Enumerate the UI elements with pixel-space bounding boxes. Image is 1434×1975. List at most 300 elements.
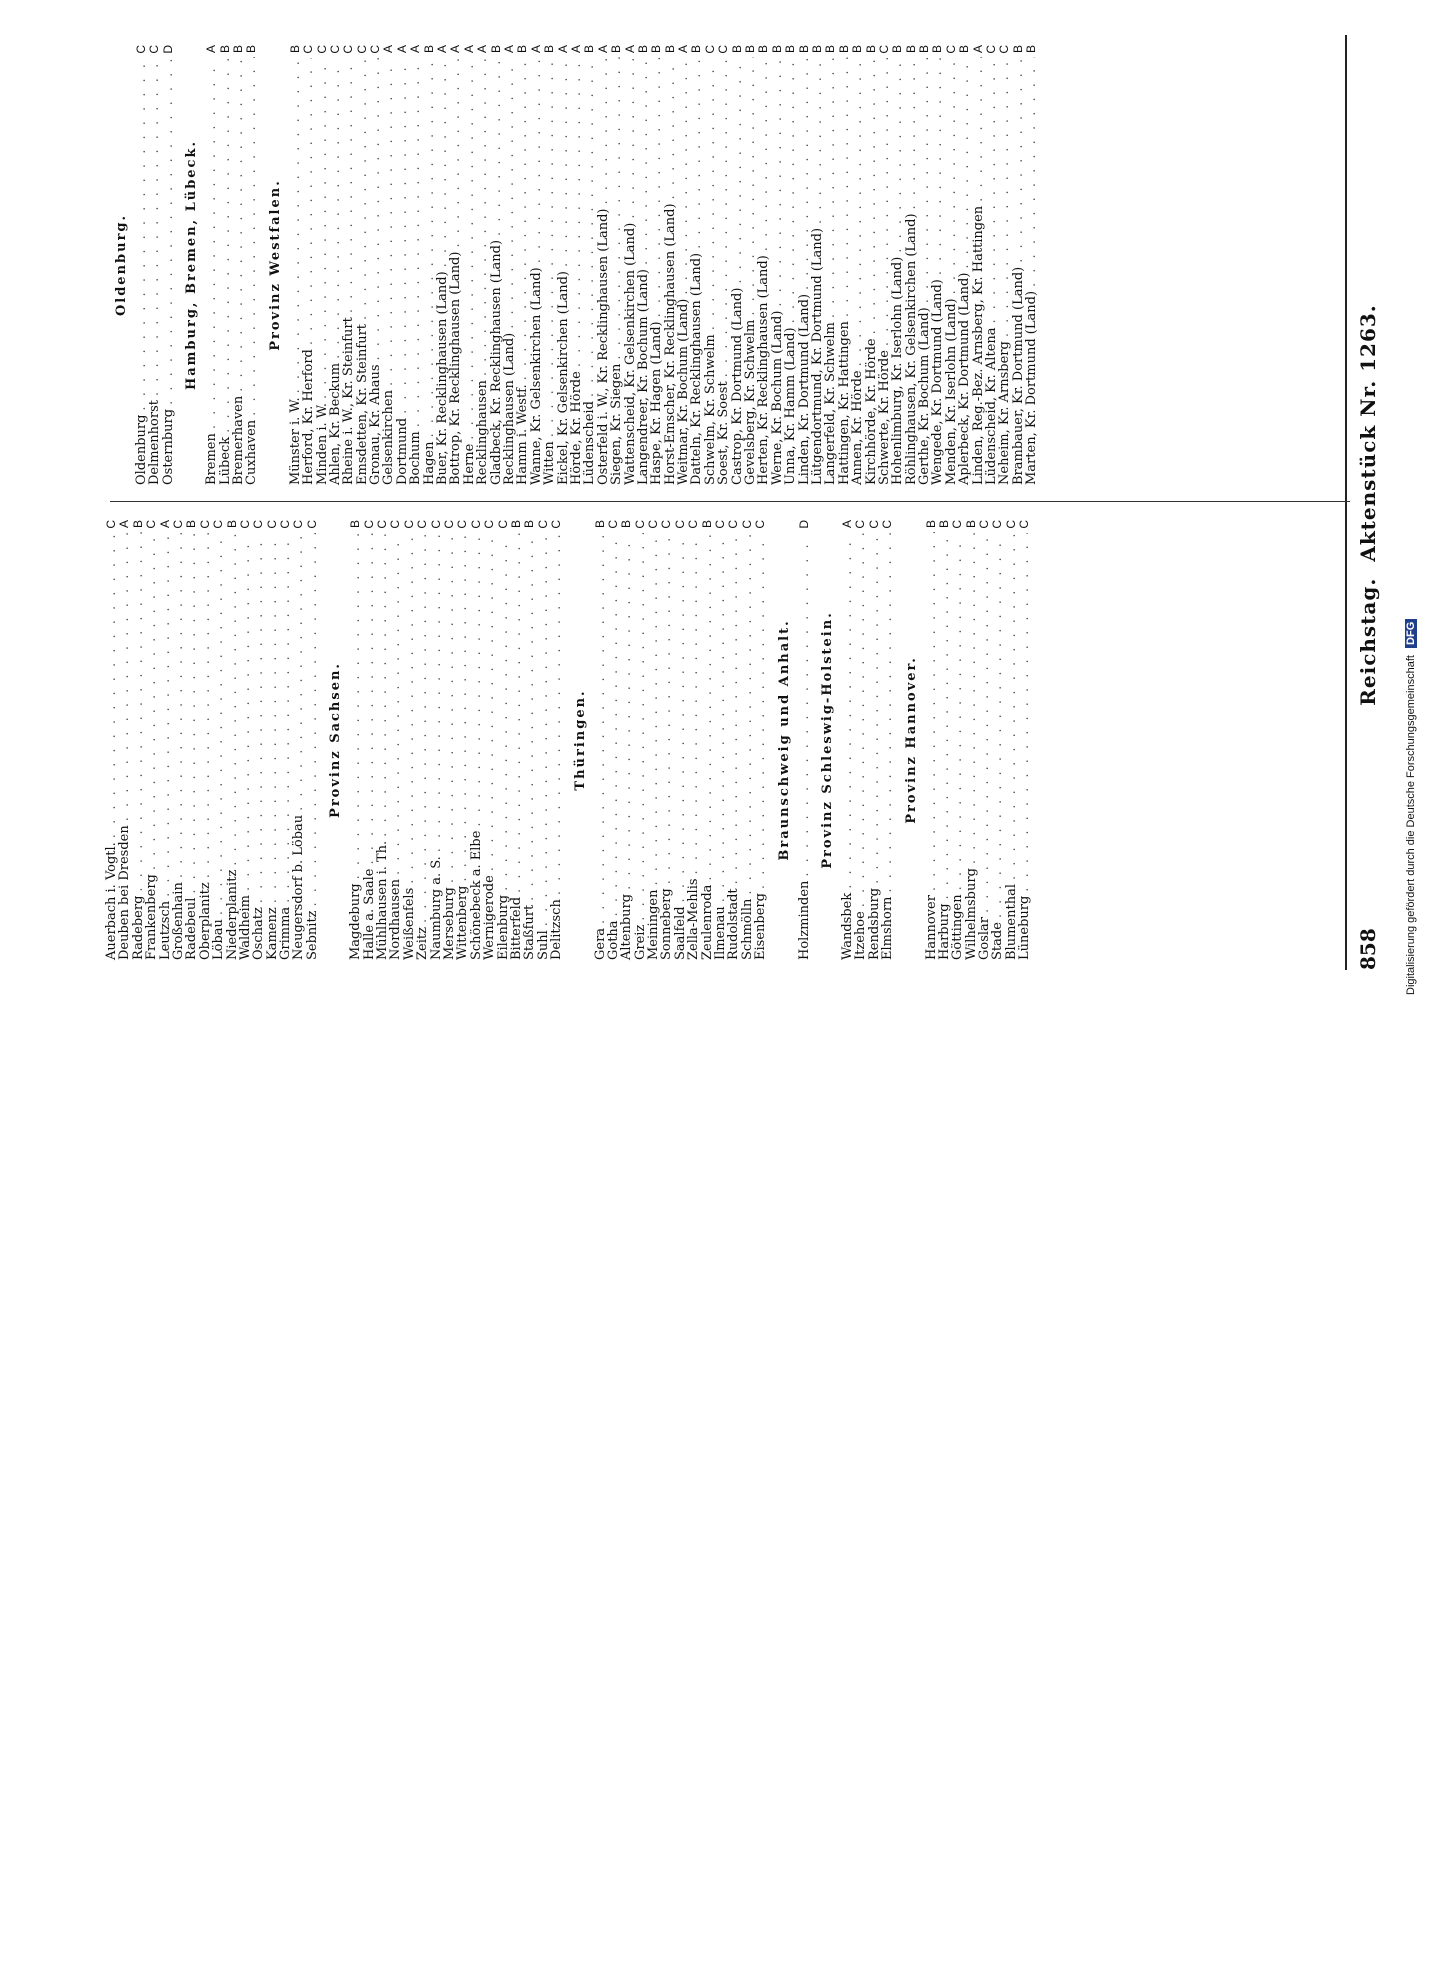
class-letter: C (853, 520, 868, 529)
place-name: Zella-Mehlis (686, 878, 702, 960)
class-letter: C (375, 520, 390, 529)
class-letter: C (950, 520, 965, 529)
leader-dots (704, 58, 717, 331)
list-item (978, 520, 991, 960)
class-letter: B (421, 45, 436, 54)
list-item (925, 520, 938, 960)
leader-dots (634, 533, 647, 921)
place-name: Buer, Kr. Recklinghausen (Land) (435, 271, 451, 485)
list-item (416, 520, 429, 960)
leader-dots (162, 58, 175, 405)
class-letter: B (1024, 45, 1039, 54)
place-name: Dortmund (394, 417, 410, 485)
list-item (687, 520, 700, 960)
list-item (701, 520, 714, 960)
leader-dots (148, 58, 161, 396)
list-item (905, 45, 918, 485)
place-name: Gotha (605, 920, 621, 960)
leader-dots (476, 57, 489, 376)
leader-dots (557, 57, 570, 267)
class-letter: B (890, 45, 905, 54)
list-item (610, 45, 623, 485)
list-item (232, 45, 245, 485)
leader-dots (664, 57, 677, 199)
place-name: Hohenlimburg, Kr. Iserlohn (Land) (890, 256, 906, 485)
place-name: Rheine i. W., Kr. Steinfurt (341, 317, 357, 485)
list-item (476, 45, 489, 485)
place-name: Magdeburg (348, 883, 364, 960)
leader-dots (537, 533, 550, 927)
leader-dots (811, 57, 824, 224)
leader-dots (610, 57, 623, 360)
class-letter: A (461, 45, 476, 54)
place-name: Recklinghausen (Land) (501, 332, 517, 485)
class-letter: A (381, 45, 396, 54)
class-letter: C (401, 520, 416, 529)
class-letter: B (689, 45, 704, 54)
place-name: Staßfurt (522, 904, 538, 960)
class-letter: B (515, 45, 530, 54)
leader-dots (490, 57, 503, 236)
place-name: Saalfeld (672, 906, 688, 960)
place-name: Wattenscheid, Kr. Gelsenkirchen (Land) (622, 222, 638, 485)
class-letter: B (522, 520, 537, 529)
place-name: Greiz (632, 924, 648, 960)
leader-dots (865, 57, 878, 334)
place-name: Herford, Kr. Herford (301, 349, 317, 485)
place-name: Wandsbek (839, 892, 855, 960)
class-letter: C (880, 520, 895, 529)
list-item (650, 45, 663, 485)
leader-dots (226, 532, 239, 866)
place-name: Schönebeck a. Elbe (468, 830, 484, 960)
class-letter: A (528, 45, 543, 54)
place-name: Lüdenscheid, Kr. Altena (984, 327, 1000, 485)
class-letter: C (144, 520, 159, 529)
leader-dots (132, 532, 145, 892)
list-item (105, 520, 118, 960)
leader-dots (594, 532, 607, 924)
list-item (690, 45, 703, 485)
class-letter: B (863, 45, 878, 54)
leader-dots (306, 533, 319, 907)
class-letter: B (508, 520, 523, 529)
place-name: Zeulenroda (699, 884, 715, 960)
class-letter: B (783, 45, 798, 54)
class-letter: C (1017, 520, 1032, 529)
leader-dots (349, 532, 362, 879)
leader-dots (607, 533, 620, 917)
list-item (252, 520, 265, 960)
class-letter: A (157, 520, 172, 529)
leader-dots (958, 57, 971, 269)
class-letter: C (482, 520, 497, 529)
section-heading: Provinz Westfalen. (267, 179, 283, 351)
list-item (389, 520, 402, 960)
class-letter: D (160, 45, 175, 54)
class-letter: C (866, 520, 881, 529)
list-item (771, 45, 784, 485)
leader-dots (784, 57, 797, 323)
list-item (918, 45, 931, 485)
place-name: Elmshorn (880, 896, 896, 960)
column-divider (110, 501, 1350, 502)
section-heading: Thüringen. (572, 689, 588, 791)
place-name: Gera (592, 927, 608, 960)
leader-dots (824, 57, 837, 318)
class-letter: C (605, 520, 620, 529)
class-letter: B (230, 45, 245, 54)
title-part: Aktenstück Nr. 1263. (1356, 304, 1380, 562)
class-letter: A (394, 45, 409, 54)
place-name: Werne, Kr. Bochum (Land) (769, 310, 785, 485)
list-item (118, 520, 131, 960)
leader-dots (972, 57, 985, 202)
class-letter: C (237, 520, 252, 529)
place-name: Recklinghausen (475, 380, 491, 485)
place-name: Gerthe, Kr. Bochum (Land) (917, 307, 933, 485)
place-name: Eisenberg (753, 893, 769, 960)
list-item (824, 45, 837, 485)
leader-dots (470, 533, 483, 827)
class-letter: A (475, 45, 490, 54)
section-heading: Provinz Sachsen. (328, 662, 344, 818)
place-name: Osterfeld i. W., Kr. Recklinghausen (Land) (595, 208, 611, 485)
class-letter: C (726, 520, 741, 529)
leader-dots (497, 533, 510, 891)
place-name: Kamenz (264, 907, 280, 960)
place-name: Oldenburg (134, 414, 149, 485)
place-name: Ahlen, Kr. Beckum (327, 362, 343, 485)
class-letter: B (796, 45, 811, 54)
footer-credit-text: Digitalisierung gefördert durch die Deutsche Forschungsgemeinschaft (1405, 655, 1417, 995)
class-letter: C (977, 520, 992, 529)
class-letter: A (568, 45, 583, 54)
list-item (530, 45, 543, 485)
class-letter: C (990, 520, 1005, 529)
footer (1405, 621, 1425, 1975)
class-letter: B (488, 45, 503, 54)
leader-dots (714, 533, 727, 903)
list-item (1025, 45, 1038, 485)
list-item (594, 520, 607, 960)
place-name: Castrop, Kr. Dortmund (Land) (729, 287, 745, 485)
leader-dots (316, 58, 329, 399)
list-item (664, 45, 677, 485)
class-letter: C (354, 45, 369, 54)
place-name: Weißenfels (401, 887, 417, 960)
class-letter: B (348, 520, 363, 529)
list-item (704, 45, 717, 485)
place-name: Bottrop, Kr. Recklinghausen (Land) (448, 251, 464, 485)
leader-dots (403, 533, 416, 884)
place-name: Stade (990, 922, 1006, 960)
leader-dots (1025, 57, 1038, 287)
class-letter: C (428, 520, 443, 529)
list-item (674, 520, 687, 960)
class-letter: C (368, 45, 383, 54)
list-item (798, 45, 811, 485)
leader-dots (329, 58, 342, 359)
leader-dots (754, 533, 767, 889)
place-name: Wilhelmsburg (963, 868, 979, 960)
place-name: Delitzsch (549, 899, 565, 960)
list-item (162, 45, 175, 485)
list-item (878, 45, 891, 485)
place-name: Schwerte, Kr. Hörde (876, 350, 892, 485)
place-name: Rudolstadt (726, 888, 742, 960)
place-name: Harburg (936, 903, 952, 960)
place-name: Oschatz (251, 907, 267, 960)
place-name: Eilenburg (495, 894, 511, 960)
list-item (965, 520, 978, 960)
list-item (660, 520, 673, 960)
class-letter: A (839, 520, 854, 529)
leader-dots (687, 533, 700, 875)
list-item (634, 520, 647, 960)
place-name: Lüneburg (1017, 895, 1033, 960)
dfg-logo: DFG (1405, 619, 1417, 648)
list-item (316, 45, 329, 485)
place-name: Sebnitz (304, 910, 320, 960)
list-item (369, 45, 382, 485)
list-item (727, 520, 740, 960)
list-item (205, 45, 218, 485)
place-name: Löbau (211, 919, 227, 960)
place-name: Herne (461, 443, 477, 485)
list-item (744, 45, 757, 485)
place-name: Lüdenscheid (582, 401, 598, 485)
list-item (865, 45, 878, 485)
place-name: Neugersdorf b. Löbau (291, 814, 307, 960)
class-letter: A (555, 45, 570, 54)
leader-dots (905, 57, 918, 209)
leader-dots (701, 532, 714, 881)
class-letter: B (823, 45, 838, 54)
leader-dots (1018, 533, 1031, 892)
list-item (456, 520, 469, 960)
list-item (754, 520, 767, 960)
leader-dots (443, 533, 456, 884)
place-name: Langendreer, Kr. Bochum (Land) (635, 269, 651, 485)
list-item (717, 45, 730, 485)
place-name: Wernigerode (482, 875, 498, 960)
leader-dots (105, 533, 118, 839)
class-letter: C (997, 45, 1012, 54)
place-name: Zeitz (415, 927, 431, 960)
leader-dots (570, 57, 583, 367)
list-item (409, 45, 422, 485)
list-item (677, 45, 690, 485)
list-item (356, 45, 369, 485)
leader-dots (430, 533, 443, 853)
leader-dots (118, 532, 131, 821)
list-item (784, 45, 797, 485)
place-name: Brambauer, Kr. Dortmund (Land) (1010, 266, 1026, 485)
list-item (239, 520, 252, 960)
leader-dots (637, 57, 650, 265)
class-letter: A (676, 45, 691, 54)
class-letter: B (130, 520, 145, 529)
leader-dots (436, 57, 449, 267)
leader-dots (771, 57, 784, 307)
class-letter: B (699, 520, 714, 529)
class-letter: C (251, 520, 266, 529)
leader-dots (279, 533, 292, 903)
list-item (510, 520, 523, 960)
leader-dots (185, 532, 198, 894)
class-letter: C (876, 45, 891, 54)
list-item (550, 520, 563, 960)
list-item (998, 45, 1011, 485)
leader-dots (245, 57, 258, 416)
list-item (497, 520, 510, 960)
place-name: Langerfeld, Kr. Schwelm (823, 322, 839, 485)
leader-dots (660, 533, 673, 885)
place-name: Weitmar, Kr. Bochum (Land) (676, 298, 692, 485)
list-item (266, 520, 279, 960)
place-name: Hagen (421, 441, 437, 485)
class-letter: B (592, 520, 607, 529)
leader-dots (798, 533, 811, 877)
class-letter: B (957, 45, 972, 54)
place-name: Gronau, Kr. Ahaus (368, 364, 384, 485)
class-letter: A (970, 45, 985, 54)
leader-dots (868, 533, 881, 884)
class-letter: C (104, 520, 118, 529)
place-name: Wittenberg (455, 885, 471, 960)
place-name: Sonneberg (659, 888, 675, 960)
place-name: Rendsburg (866, 887, 882, 960)
place-name: Wengede, Kr. Dortmund (Land) (930, 279, 946, 485)
leader-dots (363, 533, 376, 865)
list-item (1018, 520, 1031, 960)
class-letter: C (170, 520, 185, 529)
list-item (757, 45, 770, 485)
class-letter: B (917, 45, 932, 54)
class-letter: C (327, 45, 342, 54)
page-header (1350, 40, 1390, 970)
class-letter: A (595, 45, 610, 54)
place-name: Gevelsberg, Kr. Schwelm (743, 319, 759, 485)
list-item (132, 520, 145, 960)
class-letter: C (304, 520, 319, 529)
list-item (279, 520, 292, 960)
leader-dots (396, 57, 409, 414)
class-letter: C (672, 520, 687, 529)
leader-dots (998, 58, 1011, 337)
leader-dots (854, 533, 867, 908)
place-name: Annen, Kr. Hörde (850, 370, 866, 485)
class-letter: C (441, 520, 456, 529)
list-item (731, 45, 744, 485)
list-item (449, 45, 462, 485)
place-name: Neheim, Kr. Arnsberg (997, 341, 1013, 485)
place-name: Itzehoe (853, 911, 869, 960)
list-item (647, 520, 660, 960)
class-letter: B (936, 520, 951, 529)
list-item (891, 45, 904, 485)
list-item (159, 520, 172, 960)
list-item (292, 520, 305, 960)
leader-dots (744, 57, 757, 316)
list-item (931, 45, 944, 485)
leader-dots (292, 533, 305, 811)
leader-dots (523, 532, 536, 901)
class-letter: A (622, 45, 637, 54)
class-letter: B (769, 45, 784, 54)
list-item (838, 45, 851, 485)
place-name: Unna, Kr. Hamm (Land) (783, 327, 799, 485)
class-letter: C (535, 520, 550, 529)
list-item (219, 45, 232, 485)
leader-dots (510, 532, 523, 893)
class-letter: C (753, 520, 768, 529)
place-name: Eickel, Kr. Gelsenkirchen (Land) (555, 271, 571, 485)
place-name: Göttingen (950, 894, 966, 960)
class-letter: B (582, 45, 597, 54)
leader-dots (463, 57, 476, 440)
place-name: Haspe, Kr. Hagen (Land) (649, 321, 665, 485)
class-letter: B (217, 45, 232, 54)
class-letter: B (224, 520, 239, 529)
place-name: Auerbach i. Vogtl. (104, 842, 119, 960)
list-item (306, 520, 319, 960)
place-name: Münster i. W. (287, 397, 303, 485)
leader-dots (945, 58, 958, 295)
class-letter: A (408, 45, 423, 54)
class-letter: B (542, 45, 557, 54)
leader-dots (409, 57, 422, 427)
leader-dots (172, 533, 185, 878)
leader-dots (449, 57, 462, 248)
place-name: Radebeul (184, 897, 200, 960)
leader-dots (677, 57, 690, 295)
list-item (714, 520, 727, 960)
list-item (423, 45, 436, 485)
section-heading: Provinz Hannover. (903, 656, 919, 824)
class-letter: A (204, 45, 219, 54)
class-letter: C (211, 520, 226, 529)
class-letter: B (619, 520, 634, 529)
class-letter: B (903, 45, 918, 54)
place-name: Bitterfeld (508, 896, 524, 960)
list-item (523, 520, 536, 960)
list-item (172, 520, 185, 960)
leader-dots (159, 532, 172, 897)
place-name: Schmölln (739, 898, 755, 960)
place-name: Altenburg (619, 893, 635, 960)
place-name: Meiningen (646, 889, 662, 960)
place-name: Linden, Kr. Dortmund (Land) (796, 293, 812, 485)
list-item (212, 520, 225, 960)
list-item (985, 45, 998, 485)
class-letter: B (729, 45, 744, 54)
leader-dots (302, 58, 315, 345)
place-name: Naumburg a. S. (428, 856, 444, 960)
place-name: Bremen (204, 433, 220, 485)
list-item (289, 45, 302, 485)
list-item (342, 45, 355, 485)
class-letter: C (468, 520, 483, 529)
list-item (624, 45, 637, 485)
class-letter: B (743, 45, 758, 54)
list-item (363, 520, 376, 960)
leader-dots (931, 57, 944, 275)
class-letter: C (278, 520, 293, 529)
class-letter: B (756, 45, 771, 54)
list-item (972, 45, 985, 485)
